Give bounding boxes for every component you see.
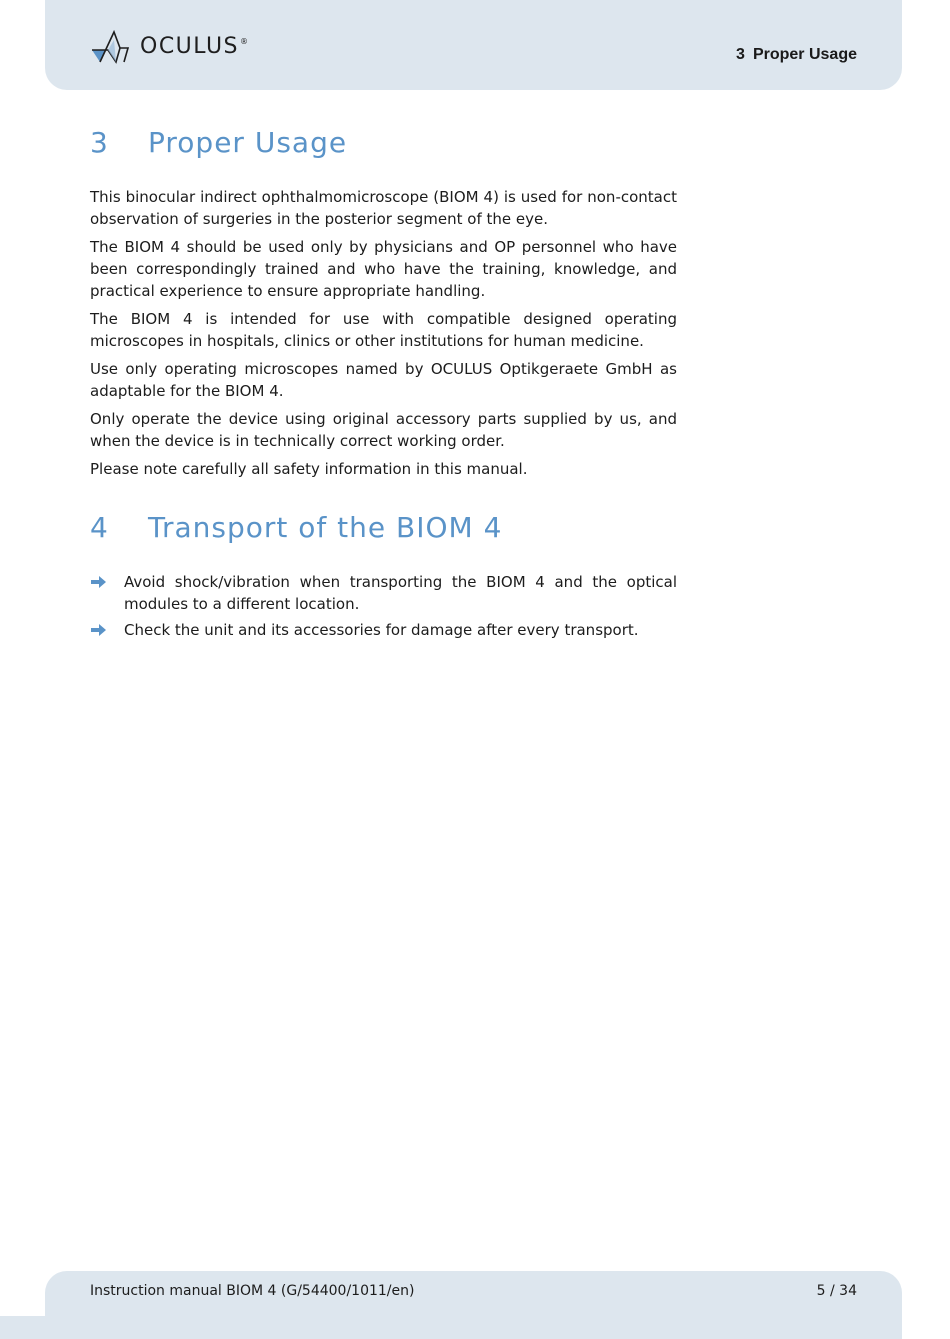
paragraph: Please note carefully all safety information in this manual. bbox=[90, 460, 528, 478]
running-header-title: Proper Usage bbox=[752, 46, 857, 63]
arrow-right-icon bbox=[90, 622, 108, 638]
paragraph: Only operate the device using original accessory parts supplied by us, and when the device is in technically correct working order. bbox=[90, 410, 677, 450]
footer-document-id: Instruction manual BIOM 4 (G/54400/1011/en) bbox=[90, 1283, 415, 1299]
section-3-heading bbox=[90, 126, 347, 159]
section-3-title: Proper Usage bbox=[148, 126, 348, 159]
section-4-title: Transport of the BIOM 4 bbox=[148, 511, 503, 544]
section-3-number: 3 bbox=[90, 126, 109, 159]
bullet-text: Check the unit and its accessories for damage after every transport. bbox=[124, 621, 639, 639]
oculus-logo-icon bbox=[90, 28, 136, 64]
footer-corner bbox=[0, 1316, 45, 1339]
section-4-bullet-list bbox=[90, 571, 677, 645]
bullet-text: Avoid shock/vibration when transporting the BIOM 4 and the optical modules to a different location. bbox=[124, 573, 677, 613]
logo-text: OCULUS bbox=[140, 33, 240, 59]
paragraph: The BIOM 4 should be used only by physicians and OP personnel who have been correspondingly trained and who have the training, knowledge, and practical experience to ensure appropriate handling. bbox=[90, 238, 677, 300]
list-item bbox=[90, 619, 677, 641]
running-header bbox=[736, 46, 857, 64]
logo-wordmark bbox=[140, 34, 250, 59]
list-item bbox=[90, 571, 677, 615]
footer-page-number: 5 / 34 bbox=[816, 1283, 857, 1299]
paragraph: The BIOM 4 is intended for use with compatible designed operating microscopes in hospitals, clinics or other institutions for human medicine. bbox=[90, 310, 677, 350]
section-4-number: 4 bbox=[90, 511, 109, 544]
section-4-heading bbox=[90, 511, 502, 544]
logo-registered-mark: ® bbox=[240, 37, 250, 47]
running-header-number: 3 bbox=[736, 46, 745, 63]
oculus-logo bbox=[90, 26, 250, 66]
paragraph: Use only operating microscopes named by OCULUS Optikgeraete GmbH as adaptable for the BIOM 4. bbox=[90, 360, 677, 400]
arrow-right-icon bbox=[90, 574, 108, 590]
section-3-body bbox=[90, 186, 677, 486]
paragraph: This binocular indirect ophthalmomicroscope (BIOM 4) is used for non-contact observation of surgeries in the posterior segment of the eye. bbox=[90, 188, 677, 228]
footer-band bbox=[45, 1271, 902, 1339]
